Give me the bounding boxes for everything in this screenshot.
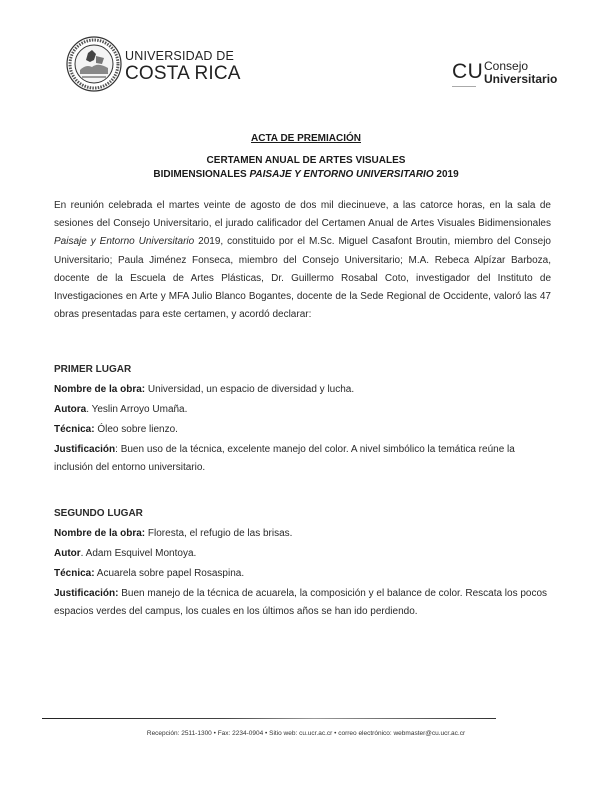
- technique-value: Acuarela sobre papel Rosaspina.: [94, 568, 245, 579]
- author-value: . Adam Esquivel Montoya.: [80, 548, 197, 559]
- intro-part1: En reunión celebrada el martes veinte de agosto de dos mil diecinueve, a las catorce horas, en la sala de sesiones del Consejo Universitario, el jurado calificador del Certamen Anual de Artes Visuales Bidimensionales: [54, 200, 551, 230]
- document-subtitle: [0, 154, 612, 182]
- intro-part2: 2019, constituido por el M.Sc. Miguel Casafont Broutin, miembro del Consejo Universitario; Paula Jiménez Fonseca, miembro del Consejo Universitario; M.A. Rebeca Alpízar Barboza, docente de la Escuela de Artes Plásticas, Dr. Guillermo Rosabal Coto, investigador del Instituto de Investigaciones en Arte y MFA Julio Blanco Bogantes, docente de la Sede Regional de Occidente, valoró las 47 obras presentadas para este certamen, y acordó declarar:: [54, 236, 551, 321]
- justification-value: : Buen uso de la técnica, excelente manejo del color. A nivel simbólico la temática reúne la inclusión del entorno universitario.: [54, 444, 515, 473]
- author-value: . Yeslin Arroyo Umaña.: [86, 404, 188, 415]
- document-title-text: ACTA DE PREMIACIÓN: [251, 133, 361, 144]
- subtitle-line2: [0, 168, 612, 182]
- university-seal-icon: [66, 36, 122, 92]
- award-technique: [54, 564, 554, 584]
- author-label: Autora: [54, 404, 87, 415]
- award-work-name: [54, 524, 554, 544]
- work-name-label: Nombre de la obra:: [54, 384, 146, 395]
- work-name-label: Nombre de la obra:: [54, 528, 146, 539]
- cu-mark: CU: [452, 60, 484, 83]
- university-name-line1: UNIVERSIDAD DE: [125, 49, 235, 63]
- justification-value: Buen manejo de la técnica de acuarela, la composición y el balance de color. Rescata los pocos espacios verdes del campus, los cuales en los últimos años se han ido perdiendo.: [54, 588, 548, 617]
- award-second-place: [54, 504, 554, 621]
- award-heading: PRIMER LUGAR: [54, 364, 132, 375]
- subtitle-line2-suffix: 2019: [433, 169, 459, 180]
- work-name-value: Floresta, el refugio de las brisas.: [145, 528, 293, 539]
- cu-line2: Universitario: [484, 71, 558, 86]
- award-heading: SEGUNDO LUGAR: [54, 508, 143, 519]
- subtitle-line1: CERTAMEN ANUAL DE ARTES VISUALES: [206, 155, 406, 166]
- award-author: [54, 400, 554, 420]
- subtitle-line2-italic: PAISAJE Y ENTORNO UNIVERSITARIO: [249, 169, 434, 180]
- subtitle-line2-prefix: BIDIMENSIONALES: [153, 169, 250, 180]
- award-justification: [54, 441, 554, 477]
- work-name-value: Universidad, un espacio de diversidad y lucha.: [145, 384, 355, 395]
- footer-contact: Recepción: 2511-1300 • Fax: 2234-0904 • Sitio web: cu.ucr.ac.cr • correo electrónico: webmaster@cu.ucr.ac.cr: [146, 730, 466, 737]
- university-name: [125, 50, 241, 83]
- footer-divider: [42, 718, 496, 719]
- award-first-place: [54, 360, 554, 477]
- technique-label: Técnica:: [54, 424, 95, 435]
- intro-italic: Paisaje y Entorno Universitario: [54, 236, 195, 248]
- technique-value: Óleo sobre lienzo.: [94, 424, 178, 435]
- award-technique: [54, 420, 554, 440]
- author-label: Autor: [54, 548, 81, 559]
- technique-label: Técnica:: [54, 568, 95, 579]
- award-work-name: [54, 380, 554, 400]
- cu-underline: [452, 86, 476, 87]
- intro-paragraph: [54, 197, 551, 324]
- document-title: [0, 133, 612, 144]
- award-author: [54, 544, 554, 564]
- university-name-line2: COSTA RICA: [125, 62, 241, 84]
- cu-line1: Consejo: [484, 59, 529, 73]
- justification-label: Justificación: [54, 444, 116, 455]
- award-justification: [54, 585, 554, 621]
- justification-label: Justificación:: [54, 588, 119, 599]
